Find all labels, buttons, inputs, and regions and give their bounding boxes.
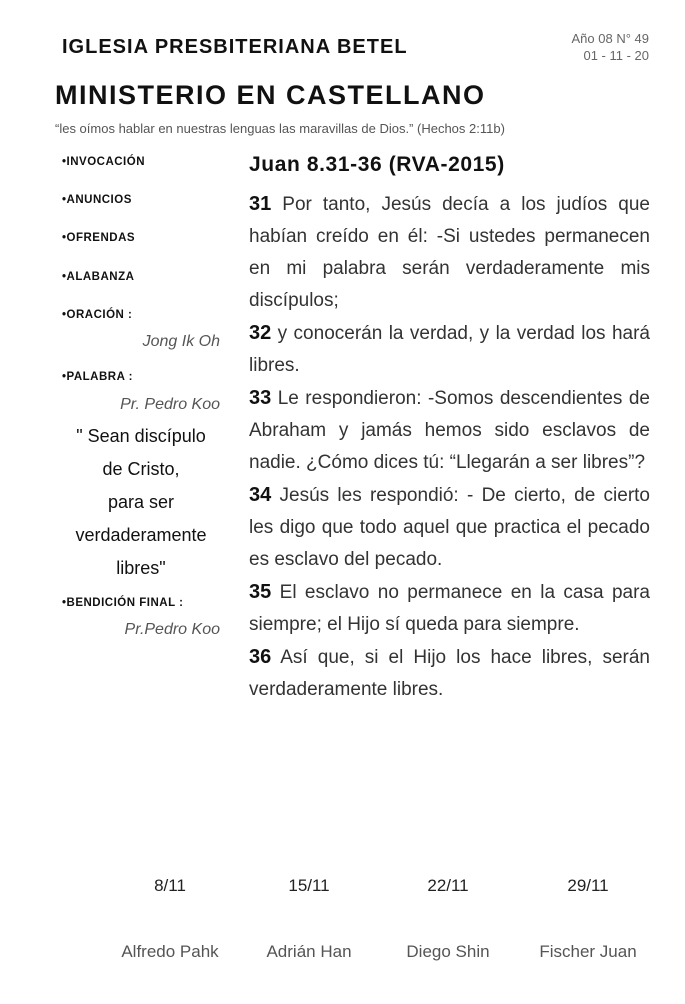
issue-number: Año 08 N° 49 — [571, 31, 649, 46]
order-alabanza: •ALABANZA — [62, 271, 135, 283]
verse-number: 33 — [249, 387, 272, 409]
issue-info — [572, 30, 649, 64]
passage-title: Juan 8.31-36 (RVA-2015) — [249, 153, 505, 176]
order-bendicion: •BENDICIÓN FINAL : — [62, 597, 184, 609]
schedule-name: Alfredo Pahk — [121, 942, 219, 961]
verse-text: y conocerán la verdad, y la verdad los hará libres. — [249, 323, 650, 376]
schedule-name: Adrián Han — [266, 942, 352, 961]
verse-text: Así que, si el Hijo los hace libres, serán verdaderamente libres. — [249, 647, 650, 700]
palabra-person: Pr. Pedro Koo — [120, 396, 220, 413]
bendicion-person: Pr.Pedro Koo — [124, 621, 220, 638]
sermon-line: " Sean discípulo — [76, 426, 206, 446]
church-name: IGLESIA PRESBITERIANA BETEL — [62, 36, 408, 58]
oracion-person: Jong Ik Oh — [142, 333, 220, 350]
verse-number: 35 — [249, 581, 272, 603]
verse-number: 32 — [249, 322, 272, 344]
verse-number: 31 — [249, 193, 272, 215]
sermon-title — [62, 420, 220, 585]
verse-text: Le respondieron: -Somos descendientes de Abraham y jamás hemos sido esclavos de nadie. ¿Cómo dices tú: “Llegarán a ser libres”? — [249, 388, 650, 473]
schedule-date: 22/11 — [427, 876, 469, 895]
schedule-date: 8/11 — [154, 876, 186, 895]
sermon-line: para ser — [107, 492, 175, 512]
schedule-name: Diego Shin — [406, 942, 490, 961]
verse-text: El esclavo no permanece en la casa para siempre; el Hijo sí queda para siempre. — [249, 582, 650, 635]
motto: “les oímos hablar en nuestras lenguas las maravillas de Dios.” (Hechos 2:11b) — [55, 121, 505, 136]
ministry-title: MINISTERIO EN CASTELLANO — [55, 80, 486, 110]
sermon-line: de Cristo, — [102, 459, 180, 479]
verse-text: Por tanto, Jesús decía a los judíos que habían creído en él: -Si ustedes permanecen en mi palabra serán verdaderamente mis discípulos; — [249, 194, 650, 311]
schedule-date: 29/11 — [567, 876, 609, 895]
passage-text — [249, 188, 650, 706]
order-of-service — [62, 156, 220, 639]
verse-number: 34 — [249, 484, 272, 506]
verse-text: Jesús les respondió: - De cierto, de cierto les digo que todo aquel que practica el pecado es esclavo del pecado. — [249, 485, 650, 570]
sermon-line: verdaderamente — [75, 525, 207, 545]
schedule-name: Fischer Juan — [539, 942, 637, 961]
issue-date: 01 - 11 - 20 — [583, 48, 649, 63]
order-ofrendas: •OFRENDAS — [62, 232, 136, 244]
order-oracion: •ORACIÓN : — [62, 309, 133, 321]
schedule-date: 15/11 — [288, 876, 330, 895]
sermon-line: libres" — [116, 558, 166, 578]
order-palabra: •PALABRA : — [62, 371, 133, 383]
verse-number: 36 — [249, 646, 272, 668]
order-invocacion: •INVOCACIÓN — [62, 156, 146, 168]
order-anuncios: •ANUNCIOS — [62, 194, 132, 206]
